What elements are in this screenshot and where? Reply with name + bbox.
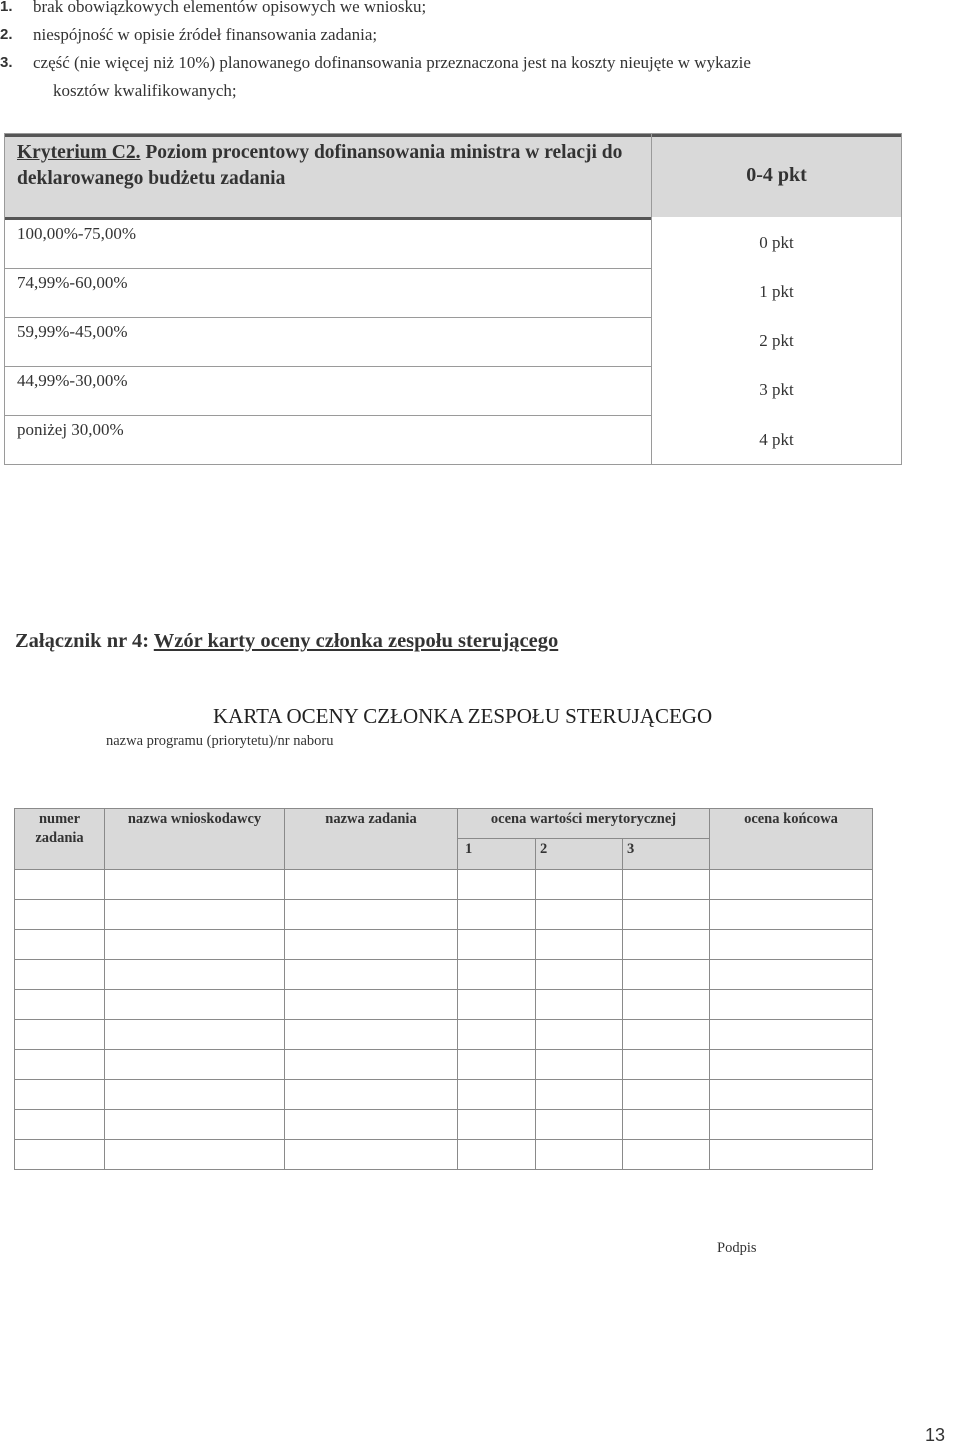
annex-heading: Załącznik nr 4: Wzór karty oceny członka zespołu sterującego [15,630,559,652]
table-cell [709,929,873,960]
table-cell [14,1049,105,1080]
program-label: nazwa programu (priorytetu)/nr naboru [106,733,334,749]
table-cell [622,899,710,930]
table-cell [535,869,623,900]
criterion-row: poniżej 30,00% [17,420,124,439]
criterion-points: 4 pkt [759,430,794,449]
table-cell [535,1049,623,1080]
table-cell [709,869,873,900]
table-cell [284,959,458,990]
criterion-points-range: 0-4 pkt [746,164,807,186]
table-cell [535,1109,623,1140]
table-cell [14,869,105,900]
table-cell [622,1079,710,1110]
table-cell [709,959,873,990]
merit-subcolumn: 3 [627,841,635,857]
table-cell [457,1079,536,1110]
table-cell [709,899,873,930]
table-cell [284,1139,458,1170]
table-cell [709,1139,873,1170]
table-cell [709,1019,873,1050]
table-cell [535,929,623,960]
table-cell [104,899,285,930]
criterion-points: 2 pkt [759,331,794,350]
column-header-number: numer zadania [35,811,84,846]
criterion-row: 100,00%-75,00% [5,220,651,269]
merit-subcolumn: 1 [465,841,473,857]
table-cell [622,869,710,900]
table-cell [457,959,536,990]
criterion-points: 3 pkt [759,380,794,399]
table-cell [14,1079,105,1110]
column-header-merit: ocena wartości merytorycznej [490,811,677,827]
divider [651,134,652,464]
table-cell [14,899,105,930]
table-cell [14,929,105,960]
table-cell [104,1139,285,1170]
table-cell [14,1109,105,1140]
table-cell [622,1109,710,1140]
table-cell [622,1019,710,1050]
table-cell [284,899,458,930]
page-number: 13 [925,1425,946,1445]
criterion-points: 1 pkt [759,282,794,301]
criterion-table [4,133,902,465]
table-cell [104,959,285,990]
criterion-row: 44,99%-30,00% [5,367,651,416]
table-cell [104,989,285,1020]
table-cell [457,869,536,900]
table-cell [709,989,873,1020]
table-cell [709,1049,873,1080]
merit-subcolumn: 2 [540,841,548,857]
table-cell [104,1019,285,1050]
table-cell [284,869,458,900]
table-cell [535,899,623,930]
column-header-task: nazwa zadania [325,811,417,827]
table-cell [457,989,536,1020]
table-cell [14,1139,105,1170]
table-cell [622,1049,710,1080]
table-cell [457,1139,536,1170]
table-cell [457,1049,536,1080]
table-cell [622,929,710,960]
table-cell [284,1079,458,1110]
table-cell [14,1019,105,1050]
card-title: KARTA OCENY CZŁONKA ZESPOŁU STERUJĄCEGO [213,704,713,728]
column-header-final: ocena końcowa [744,811,838,827]
table-cell [284,1109,458,1140]
header-cell [535,838,623,870]
signature-label: Podpis [717,1240,757,1256]
criterion-row: 59,99%-45,00% [5,318,651,367]
table-cell [104,1049,285,1080]
table-cell [104,929,285,960]
table-cell [104,1109,285,1140]
table-cell [284,1019,458,1050]
table-cell [457,1109,536,1140]
criterion-row: 74,99%-60,00% [5,269,651,318]
table-cell [14,989,105,1020]
column-header-applicant: nazwa wnioskodawcy [127,811,262,827]
table-cell [104,1079,285,1110]
header-cell [622,838,710,870]
table-cell [709,1079,873,1110]
table-cell [535,1079,623,1110]
criterion-title: Kryterium C2. Poziom procentowy dofinansowania ministra w relacji do deklarowanego budżetu zadania [17,142,623,189]
table-cell [104,869,285,900]
table-cell [284,989,458,1020]
table-cell [14,959,105,990]
table-cell [457,1019,536,1050]
table-cell [284,1049,458,1080]
table-cell [535,1019,623,1050]
table-cell [622,959,710,990]
table-cell [457,929,536,960]
table-cell [622,1139,710,1170]
table-cell [457,899,536,930]
table-cell [535,1139,623,1170]
table-cell [622,989,710,1020]
table-cell [535,989,623,1020]
criterion-points: 0 pkt [759,233,794,252]
table-cell [535,959,623,990]
table-cell [284,929,458,960]
table-cell [709,1109,873,1140]
